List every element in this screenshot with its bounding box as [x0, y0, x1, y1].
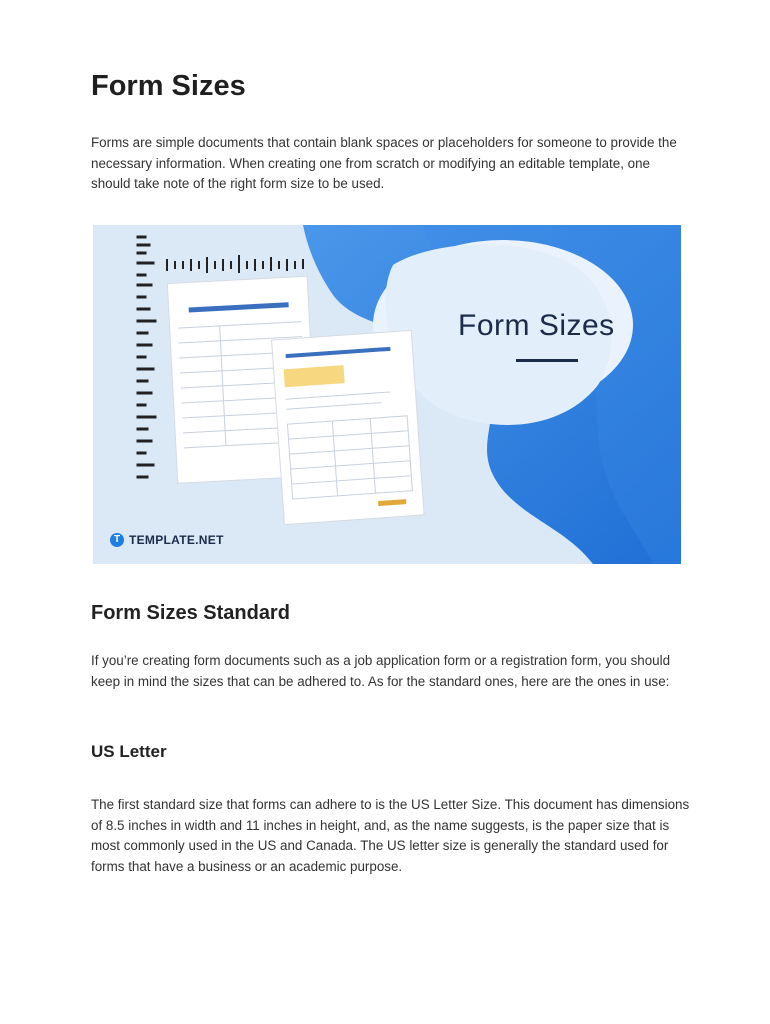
- banner-title: Form Sizes: [458, 309, 615, 342]
- intro-paragraph: Forms are simple documents that contain blank spaces or placeholders for someone to provide the necessary information. When creating one from scratch or modifying an editable template, one should take note of the right form size to be used.: [91, 135, 677, 191]
- section-us-letter-body: The first standard size that forms can adhere to is the US Letter Size. This document has dimensions of 8.5 inches in width and 11 inches in height, and, as the name suggests, is the paper size that is most commonly used in the US and Canada. The US letter size is generally the standard used for forms that have a business or an academic purpose.: [91, 797, 690, 874]
- hero-banner-image: [93, 225, 681, 564]
- brand-badge-icon: T: [110, 533, 124, 547]
- banner-title-underline: [516, 359, 578, 362]
- banner-illustration: [93, 225, 681, 564]
- section-heading-us-letter: US Letter: [91, 742, 167, 761]
- section-heading-form-sizes-standard: Form Sizes Standard: [91, 602, 290, 624]
- section-form-sizes-standard-body: If you’re creating form documents such as a job application form or a registration form, you should keep in mind the sizes that can be adhered to. As for the standard ones, here are the ones in use:: [91, 653, 671, 689]
- template-net-logo: [110, 533, 224, 547]
- brand-name: TEMPLATE.NET: [129, 533, 224, 547]
- page-title: Form Sizes: [91, 70, 246, 102]
